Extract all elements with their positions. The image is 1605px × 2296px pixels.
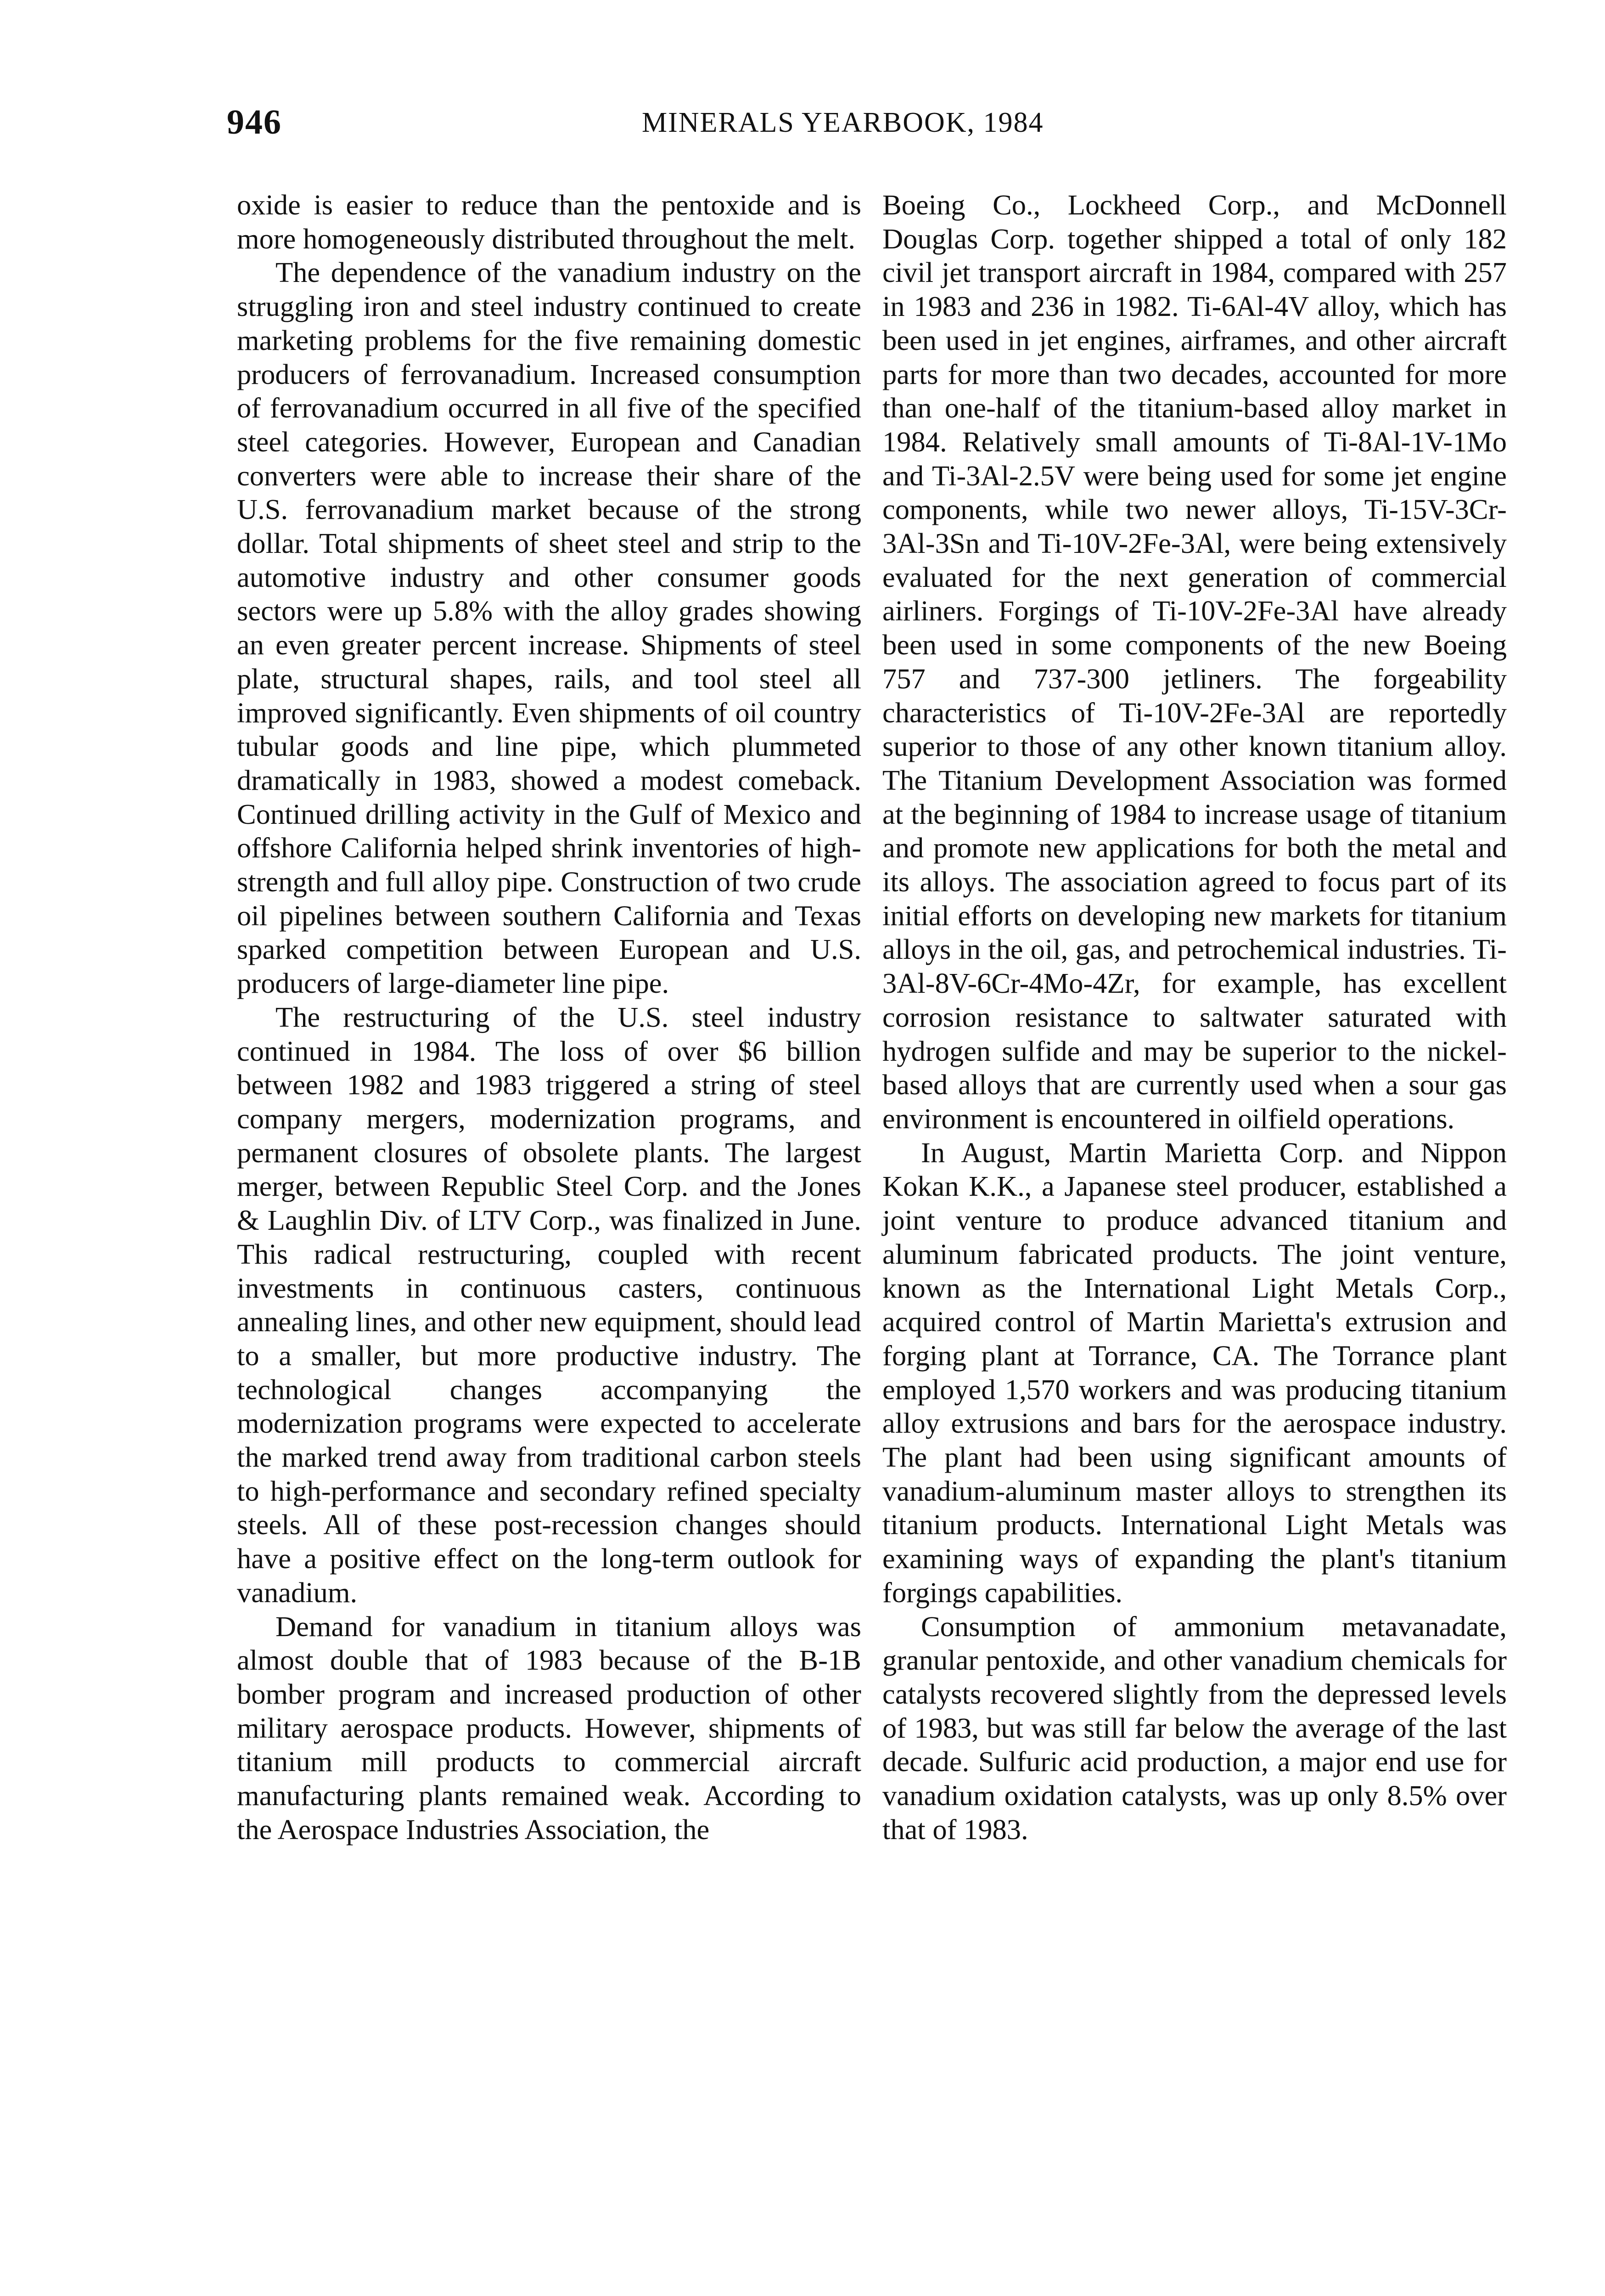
paragraph-aircraft-alloys: Boeing Co., Lockheed Corp., and McDonnell Douglas Corp. together shipped a total of only 182 civil jet transport aircraft in 1984, compared with 257 in 1983 and 236 in 1982. Ti-6Al-4V alloy, which has been used in jet engines, airframes, and other aircraft parts for more than two decades, accounted for more than one-half of the titanium-based alloy market in 1984. Relatively small amounts of Ti-8Al-1V-1Mo and Ti-3Al-2.5V were being used for some jet engine components, while two newer alloys, Ti-15V-3Cr-3Al-3Sn and Ti-10V-2Fe-3Al, were being extensively evaluated for the next generation of commercial airliners. Forgings of Ti-10V-2Fe-3Al have already been used in some components of the new Boeing 757 and 737-300 jetliners. The forgeability characteristics of Ti-10V-2Fe-3Al are reportedly superior to those of any other known titanium alloy. The Titanium Development Association was formed at the beginning of 1984 to increase usage of titanium and promote new applications for both the metal and its alloys. The association agreed to focus part of its initial efforts on developing new markets for titanium alloys in the oil, gas, and petrochemical industries. Ti-3Al-8V-6Cr-4Mo-4Zr, for example, has excellent corrosion resistance to saltwater saturated with hydrogen sulfide and may be superior to the nickel-based alloys that are currently used when a sour gas environment is encountered in oilfield operations. [882,189,1507,1135]
paragraph-continued: oxide is easier to reduce than the pentoxide and is more homogeneously distributed throughout the melt. [237,189,861,255]
left-column [237,188,861,1846]
page-number: 946 [227,103,282,141]
right-column [882,188,1507,1846]
paragraph-titanium-demand: Demand for vanadium in titanium alloys was almost double that of 1983 because of the B-1B bomber program and increased production of other military aerospace products. However, shipments of titanium mill products to commercial aircraft manufacturing plants remained weak. According to the Aerospace Industries Association, the [237,1610,861,1846]
paragraph-ferrovanadium-market: The dependence of the vanadium industry on the struggling iron and steel industry continued to create marketing problems for the five remaining domestic producers of ferrovanadium. Increased consumption of ferrovanadium occurred in all five of the specified steel categories. However, European and Canadian converters were able to increase their share of the U.S. ferrovanadium market because of the strong dollar. Total shipments of sheet steel and strip to the automotive industry and other consumer goods sectors were up 5.8% with the alloy grades showing an even greater percent increase. Shipments of steel plate, structural shapes, rails, and tool steel all improved significantly. Even shipments of oil country tubular goods and line pipe, which plummeted dramatically in 1983, showed a modest comeback. Continued drilling activity in the Gulf of Mexico and offshore California helped shrink inventories of high-strength and full alloy pipe. Construction of two crude oil pipelines between southern California and Texas sparked competition between European and U.S. producers of large-diameter line pipe. [237,256,861,1000]
paragraph-catalysts: Consumption of ammonium metavanadate, granular pentoxide, and other vanadium chemicals for catalysts recovered slightly from the depressed levels of 1983, but was still far below the average of the last decade. Sulfuric acid production, a major end use for vanadium oxidation catalysts, was up only 8.5% over that of 1983. [882,1610,1507,1846]
paragraph-joint-venture: In August, Martin Marietta Corp. and Nippon Kokan K.K., a Japanese steel producer, established a joint venture to produce advanced titanium and aluminum fabricated products. The joint venture, known as the International Light Metals Corp., acquired control of Martin Marietta's extrusion and forging plant at Torrance, CA. The Torrance plant employed 1,570 workers and was producing titanium alloy extrusions and bars for the aerospace industry. The plant had been using significant amounts of vanadium-aluminum master alloys to strengthen its titanium products. International Light Metals was examining ways of expanding the plant's titanium forgings capabilities. [882,1136,1507,1609]
running-title: MINERALS YEARBOOK, 1984 [642,107,1044,138]
paragraph-steel-restructuring: The restructuring of the U.S. steel industry continued in 1984. The loss of over $6 billion between 1982 and 1983 triggered a string of steel company mergers, modernization programs, and permanent closures of obsolete plants. The largest merger, between Republic Steel Corp. and the Jones & Laughlin Div. of LTV Corp., was finalized in June. This radical restructuring, coupled with recent investments in continuous casters, continuous annealing lines, and other new equipment, should lead to a smaller, but more productive industry. The technological changes accompanying the modernization programs were expected to accelerate the marked trend away from traditional carbon steels to high-performance and secondary refined specialty steels. All of these post-recession changes should have a positive effect on the long-term outlook for vanadium. [237,1001,861,1609]
